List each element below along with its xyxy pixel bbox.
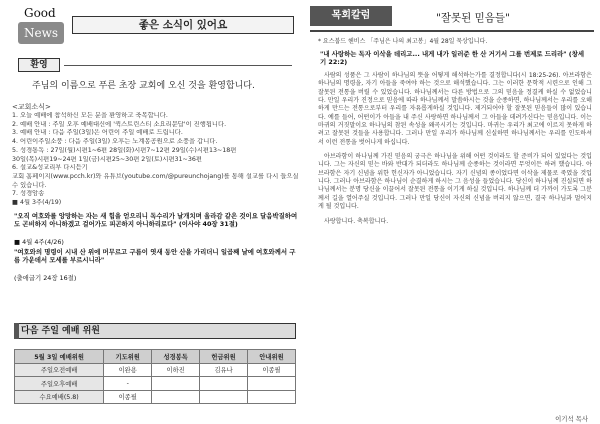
memory-verse-1: "오직 여호와를 앙망하는 자는 새 힘을 얻으리니 독수리가 날개치며 올라감 같은 것이요 달음박질하여도 곤비하지 아니하겠고 걸어가도 피곤하지 아니하리로다" (이사야 40장 31절) [14,212,298,229]
column-paragraph: 사람의 성품은 그 사람이 하나님의 뜻을 어떻게 해석하는가를 결정합니다(시 18:25-26). 아브라함은 하나님의 명령을, 자기 아들을 죽여야 하는 것으로 해석했습니다. 그는 이러한 문학적 시련으로 인해 그 잘못된 전통을 버릴 수 있었습니다. 하나님께서는 다른 방법으로 그의 믿음을 정결케 하실 수 없었습니다. 만일 우리가 진정으로 믿음에 따라 하나님께서 말씀하시는 것을 순종하면, 하나님께서는 우리를 오해하게 만드는 전통으로부터 우리를 자유롭게하실 것입니다. 제거되어야 할 잘못된 믿음들이 많이 있습니다. 예를 들어, 어떤이가 아들을 내 주신 사랑하면 하나님께서 그 아들을 데려가신다는 믿음입니다. 이는 마귀의 거짓말이요 하나님의 참된 속성을 왜곡시키는 것입니다. 마귀는 우리가 최고에 이르지 못하게 하려고 잘못된 것들을 사용합니다. 그러나 만일 우리가 하나님께 신실하면 하나님께서는 우리를 인도하셔서 이런 전통을 벗어나게 하십니다. [318,72,592,146]
memory-verse-2: "여호와의 명령이 시내 산 위에 머무르고 구름이 엿새 동안 산을 가리더니 일곱째 날에 여호와께서 구름 가운데서 모세를 부르시니라" [14,248,296,265]
table-cell: 이종필 [248,363,296,377]
column-verse: "내 사랑하는 독자 이삭을 데리고... 내게 내가 일러준 한 산 거기서 그를 번제로 드리라" (창세기 22:2) [320,50,585,67]
column-header: 안내위원 [248,350,296,364]
notice-item: 2. 예배 안내 : 주일 오후 예배대신에 '퀵스트린스티 소요리문답'이 진행됩니다. [12,120,227,128]
table-cell: - [104,377,152,391]
column-paragraph: 사랑합니다. 축복합니다. [324,217,389,225]
notice-item: ■ 4월 3주(4/19) [12,199,62,207]
table-cell: 수요예배(5.8) [15,390,104,404]
welcome-text: 주님의 이름으로 푸른 초장 교회에 오신 것을 환영합니다. [32,81,255,91]
notice-item: 30일(목)시편19~24편 1일(금)시편25~30편 2일(토)시편31~36편 [12,155,202,163]
notice-list [12,112,302,208]
column-header: 5월 3일 예배위원 [15,350,104,364]
table-cell: 이하진 [152,363,200,377]
divider [64,65,292,66]
table-cell [200,390,248,404]
left-column [8,6,300,420]
logo-line-1: Good [24,6,56,20]
notice-heading: <교회소식> [12,103,51,111]
next-week-bar [14,323,296,339]
column-signature: 이기석 목사 [555,415,588,423]
table-cell [152,377,200,391]
column-header: 성경봉독 [152,350,200,364]
notice-item: 1. 오늘 예배에 참석하신 모든 분을 환영하고 축복합니다. [12,112,168,119]
table-header-row [15,350,296,364]
notice-heading-label: 교회소식 [17,103,45,111]
notice-item: 6. 설교&성교리부 다시듣기 [12,164,88,172]
table-cell: 이종필 [104,390,152,404]
column-header: 기도위원 [104,350,152,364]
next-week-title: 다음 주일 예배 위원 [21,326,100,336]
memory-verse-2-source: (출애굽기 24장 16절) [14,274,77,282]
column-header: 헌금위원 [200,350,248,364]
column-paragraph: 아브라함이 하나님께 가진 믿음의 궁극은 하나님을 위해 어떤 것이라도 할 준비가 되어 있었다는 것입니다. 그는 자신의 믿는 바와 반대가 되더라도 하나님께 순종하는 것이라면 무엇이든 하려 했습니다. 아브라함은 자기 신념을 위한 헌신자가 아니었습니다. 자기 신념의 종이었다면 이삭을 제물로 죽였을 것입니다. 그러나 아브라함은 하나님이 순결하게 하시는 그 음성을 들었습니다. 당신이 하나님께 진실되면 하나님께서는 분명 당신을 이끌어서 잘못된 전통을 이기게 하실 것입니다. 하나님께 더 가까이 가도록 그분께서 길을 열어주실 것입니다. 그러나 만일 당신이 자신의 신념을 버리지 않으면, 결국 하나님과 멀어지게 될 것입니다. [318,153,592,211]
column-body [318,72,592,232]
notice-item: 교회 홈페이지(www.pcch.kr)와 유튜브(youtube.com/@pureunchojang)를 통해 설교를 다시 들으실 수 있습니다. [12,172,299,189]
column-tag: 목회칼럼 [310,6,392,26]
notice-item: 4. 어린이주일소풍 : 다음 주일(3일) 오후는 노계봉공원으로 소풍을 갑니다. [12,138,218,146]
good-news-logo [12,6,68,48]
notice-item: 3. 예배 안내 : 다음 주일(3일)은 어린이 주일 예배로 드립니다. [12,129,183,137]
divider [310,30,594,32]
welcome-tag: 환영 [18,58,60,72]
table-row [15,363,296,377]
notice-item: 7. 성경암송 [12,190,45,198]
table-cell [248,377,296,391]
column-subtitle: * 요스붑드 헨비스 「주님은 나의 최고봉」4월 28일 묵상입니다. [318,38,488,45]
table-cell: 김유나 [200,363,248,377]
bar-notch [14,323,19,339]
right-column [306,6,594,423]
week-label: ■ 4월 4주(4/26) [14,238,64,246]
logo-line-2: News [18,22,64,44]
notice-item: 5. 성경통독 : 27일(월)시편1~6편 28일(화)시편7~12편 29일(수)시편13~18편 [12,146,237,154]
duty-table [14,349,296,404]
table-cell: 이완용 [104,363,152,377]
table-cell [248,390,296,404]
table-cell: 주일오전예배 [15,363,104,377]
column-title: "잘못된 믿음들" [436,12,510,24]
table-cell [152,390,200,404]
table-cell: 주일오후예배 [15,377,104,391]
table-row [15,377,296,391]
table-row [15,390,296,404]
table-cell [200,377,248,391]
news-title: 좋은 소식이 있어요 [72,16,294,34]
